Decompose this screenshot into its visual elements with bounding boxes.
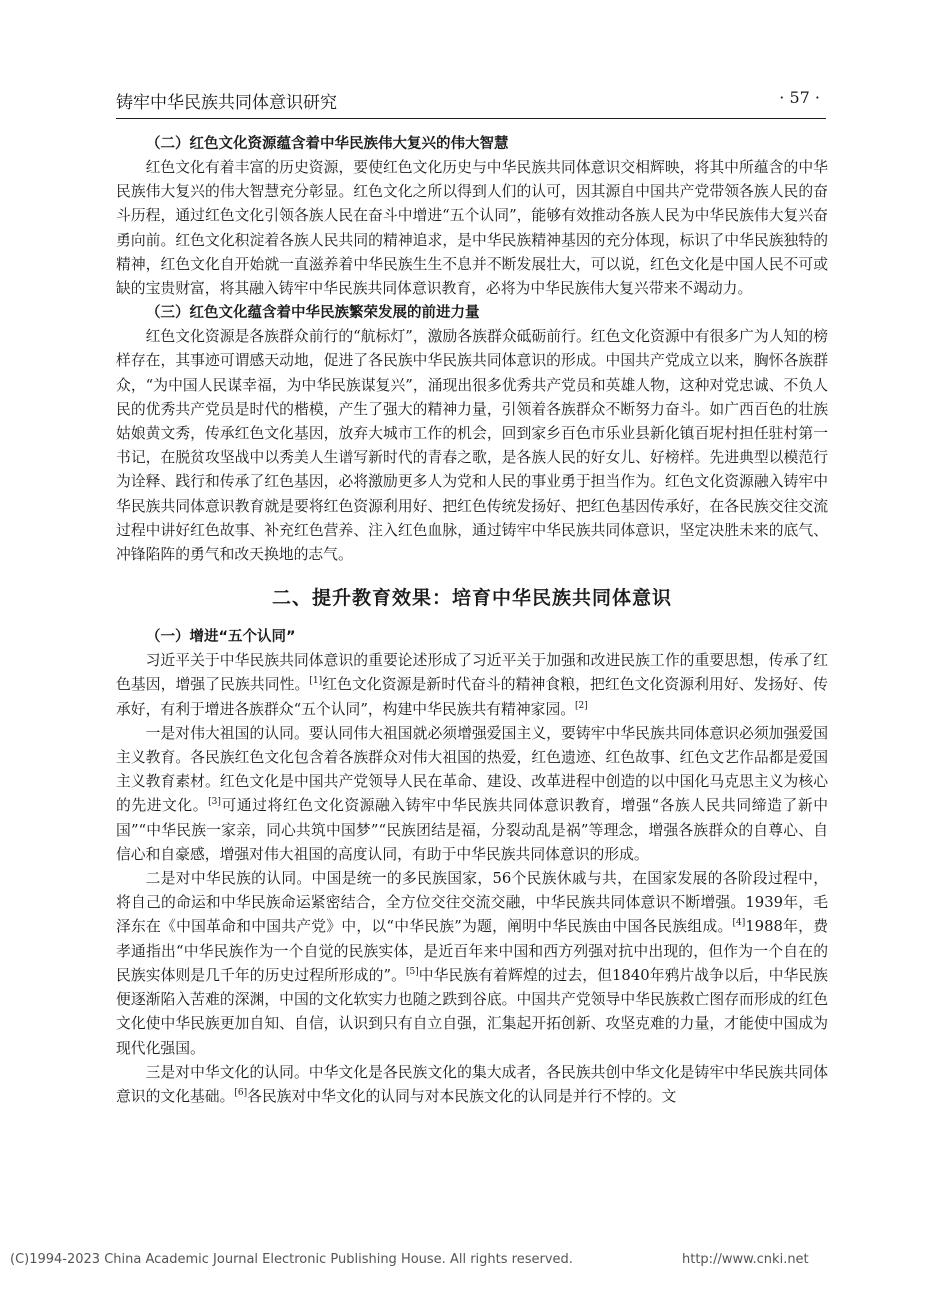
citation: [5] <box>405 966 419 977</box>
part-heading: 二、提升教育效果：培育中华民族共同体意识 <box>271 587 672 610</box>
copyright-notice: (C)1994-2023 China Academic Journal Electronic Publishing House. All rights reserved. <box>10 1252 573 1267</box>
citation: [4] <box>732 918 746 929</box>
section-heading-2: （二）红色文化资源蕴含着中华民族伟大复兴的伟大智慧 <box>146 136 509 152</box>
paragraph: 红色文化有着丰富的历史资源，要使红色文化历史与中华民族共同体意识交相辉映，将其中所蕴含的中华民族伟大复兴的伟大智慧充分彰显。红色文化之所以得到人们的认可，因其源自中国共产党带领各族人民的奋斗历程，通过红色文化引领各族人民在奋斗中增进“五个认同”，能够有效推动各族人民为中华民族伟大复兴奋勇向前。红色文化积淀着各族人民共同的精神追求，是中华民族精神基因的充分体现，标识了中华民族独特的精神，红色文化自开始就一直滋养着中华民族生生不息并不断发展壮大，可以说，红色文化是中国人民不可或缺的宝贵财富，将其融入铸牢中华民族共同体意识教育，必将为中华民族伟大复兴带来不竭动力。 <box>116 159 828 298</box>
paragraph <box>116 722 828 867</box>
text: 各民族对中华文化的认同与对本民族文化的认同是并行不悖的。文 <box>247 1087 677 1105</box>
article-body <box>116 132 828 1109</box>
text: 二是对中华民族的认同。中国是统一的多民族国家，56个民族休戚与共，在国家发展的各阶段过程中，将自己的命运和中华民族命运紧密结合，全方位交往交流交融，中华民族共同体意识不断增强。1939年，毛泽东在《中国革命和中国共产党》中，以“中华民族”为题，阐明中华民族由中国各民族组成。 <box>116 870 828 936</box>
page-number: · 57 · <box>779 88 820 107</box>
citation: [3] <box>208 797 221 808</box>
paragraph <box>116 867 828 1061</box>
text: 习近平关于中华民族共同体意识的重要论述形成了习近平关于加强和改进民族工作的重要思想，传承了红色基因，增强了民族共同性。 <box>116 652 828 694</box>
text: 1988年，费孝通指出“中华民族作为一个自觉的民族实体，是近百年来中国和西方列强对抗中出现的，但作为一个自在的民族实体则是几千年的历史过程所形成的”。 <box>116 918 828 984</box>
running-header <box>116 88 826 119</box>
paragraph <box>116 649 828 722</box>
section-heading-3: （三）红色文化蕴含着中华民族繁荣发展的前进力量 <box>146 305 480 322</box>
text: 中华民族有着辉煌的过去，但1840年鸦片战争以后，中华民族便逐渐陷入苦难的深渊，中国的文化软实力也随之跌到谷底。中国共产党领导中华民族救亡图存而形成的红色文化使中华民族更加自知、自信，认识到只有自立自强，汇集起开拓创新、攻坚克难的力量，才能使中国成为现代化强国。 <box>116 966 828 1057</box>
cnki-link[interactable]: http://www.cnki.net <box>682 1252 809 1267</box>
paragraph <box>116 1061 828 1109</box>
text: 三是对中华文化的认同。中华文化是各民族文化的集大成者，各民族共创中华文化是铸牢中华民族共同体意识的文化基础。 <box>116 1063 828 1105</box>
citation: [2] <box>575 700 588 711</box>
citation: [6] <box>234 1087 248 1098</box>
citation: [1] <box>309 676 323 687</box>
section-heading-1: （一）增进“五个认同” <box>146 629 296 646</box>
text: 一是对伟大祖国的认同。要认同伟大祖国就必须增强爱国主义，要铸牢中华民族共同体意识必须加强爱国主义教育。各民族红色文化包含着各族群众对伟大祖国的热爱，红色遗迹、红色故事、红色文艺作品都是爱国主义教育素材。红色文化是中国共产党领导人民在革命、建设、改革进程中创造的以中国化马克思主义为核心的先进文化。 <box>116 724 828 815</box>
page-footer <box>10 1252 940 1267</box>
text: 可通过将红色文化资源融入铸牢中华民族共同体意识教育，增强“各族人民共同缔造了新中国”“中华民族一家亲，同心共筑中国梦”“民族团结是福，分裂动乱是祸”等理念，增强各族群众的自尊心、自信心和自豪感，增强对伟大祖国的高度认同，有助于中华民族共同体意识的形成。 <box>116 797 828 863</box>
journal-title: 铸牢中华民族共同体意识研究 <box>116 93 337 113</box>
paragraph: 红色文化资源是各族群众前行的“航标灯”，激励各族群众砥砺前行。红色文化资源中有很多广为人知的榜样存在，其事迹可谓感天动地，促进了各民族中华民族共同体意识的形成。中国共产党成立以来，胸怀各族群众，“为中国人民谋幸福，为中华民族谋复兴”，涌现出很多优秀共产党员和英雄人物，这种对党忠诚、不负人民的优秀共产党员是时代的楷模，产生了强大的精神力量，引领着各族群众不断努力奋斗。如广西百色的壮族姑娘黄文秀，传承红色文化基因，放弃大城市工作的机会，回到家乡百色市乐业县新化镇百坭村担任驻村第一书记，在脱贫攻坚战中以秀美人生谱写新时代的青春之歌，是各族人民的好女儿、好榜样。先进典型以模范行为诠释、践行和传承了红色基因，必将激励更多人为党和人民的事业勇于担当作为。红色文化资源融入铸牢中华民族共同体意识教育就是要将红色资源利用好、把红色传统发扬好、把红色基因传承好，在各民族交往交流过程中讲好红色故事、补充红色营养、注入红色血脉，通过铸牢中华民族共同体意识，坚定决胜未来的底气、冲锋陷阵的勇气和改天换地的志气。 <box>116 328 828 564</box>
text: 红色文化资源是新时代奋斗的精神食粮，把红色文化资源利用好、发扬好、传承好，有利于增进各族群众“五个认同”，构建中华民族共有精神家园。 <box>116 676 828 718</box>
